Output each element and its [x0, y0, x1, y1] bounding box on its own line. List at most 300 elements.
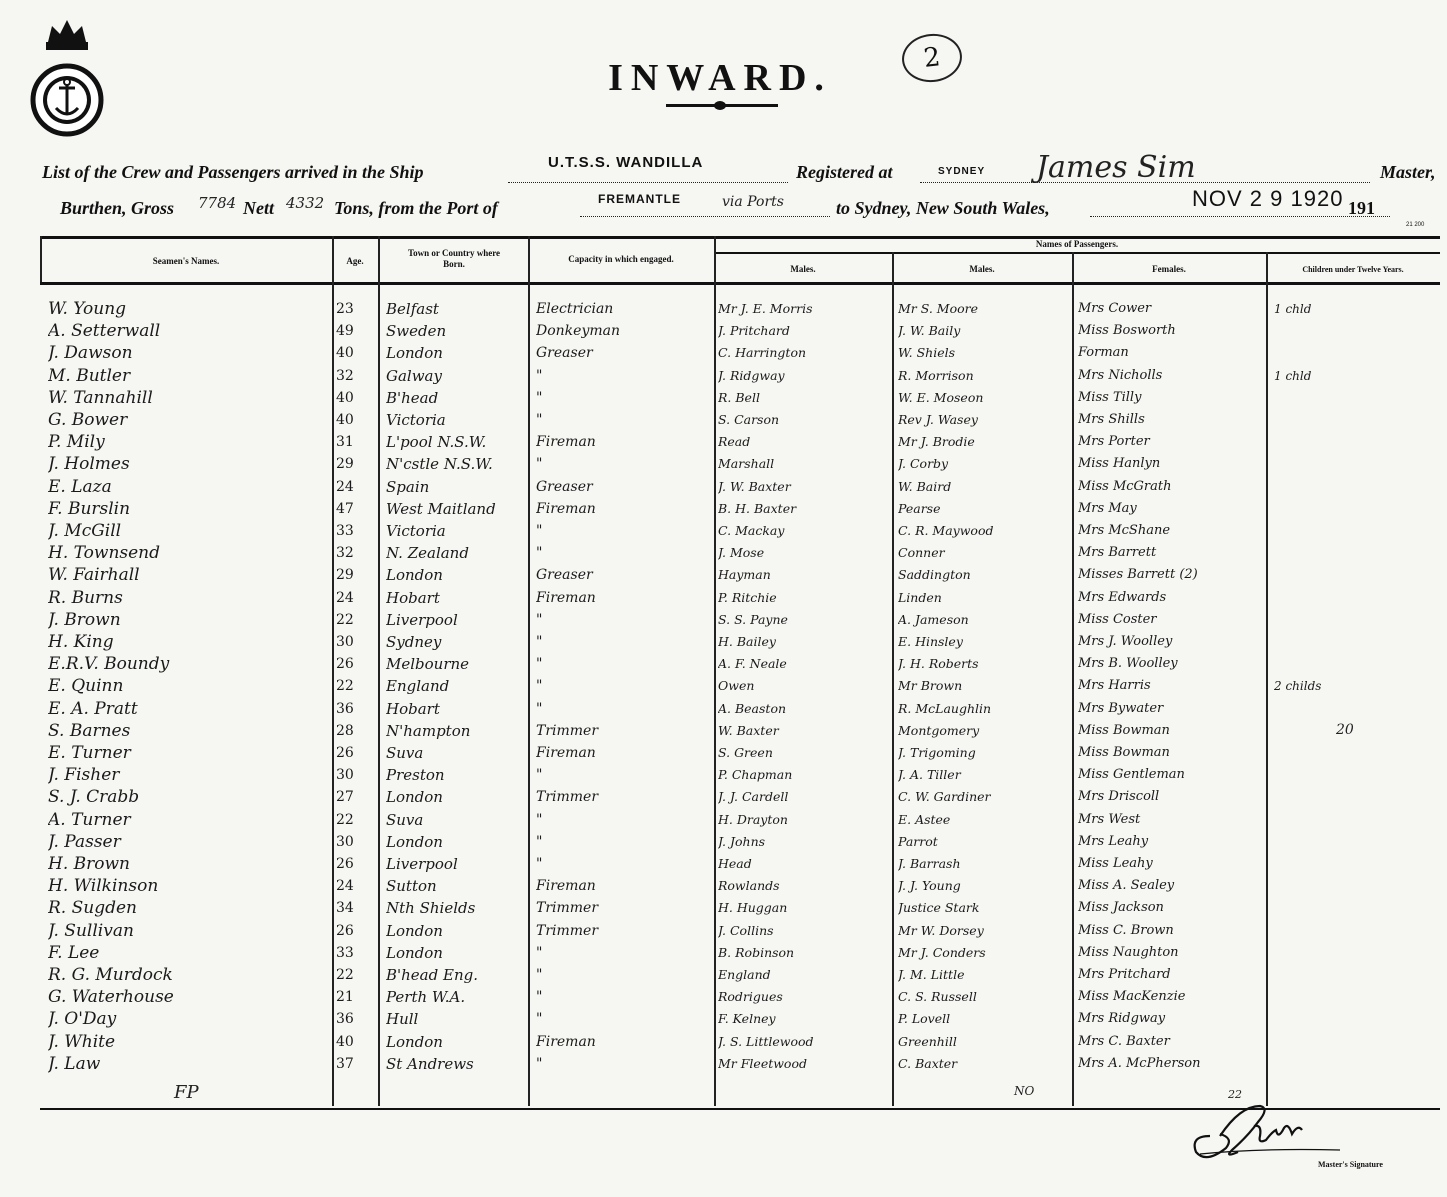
table-row — [0, 942, 1447, 964]
passenger-male-2: Conner — [898, 545, 945, 561]
seaman-name: J. Brown — [48, 609, 121, 630]
capacity: " — [536, 1055, 543, 1072]
birthplace: L'pool N.S.W. — [386, 433, 487, 452]
birthplace: Suva — [386, 810, 424, 829]
port-from: FREMANTLE — [598, 192, 681, 206]
birthplace: Belfast — [386, 300, 439, 318]
table-row — [0, 675, 1447, 697]
seaman-name: W. Young — [48, 299, 127, 319]
passenger-male-2: J. Trigoming — [898, 745, 976, 760]
passenger-male-2: J. Corby — [898, 456, 949, 472]
capacity: " — [536, 989, 543, 1006]
birthplace: N. Zealand — [386, 544, 469, 563]
seaman-name: H. King — [48, 632, 114, 652]
passenger-male-1: Mr Fleetwood — [718, 1055, 807, 1071]
passenger-children — [1274, 653, 1394, 675]
passenger-female: Miss Bowman — [1078, 745, 1170, 760]
table-row — [0, 498, 1447, 520]
passenger-children — [1274, 409, 1394, 431]
passenger-male-1: W. Baxter — [718, 722, 779, 738]
table-row — [0, 698, 1447, 720]
seaman-age: 21 — [336, 989, 354, 1006]
passenger-male-1: C. Mackay — [718, 523, 785, 538]
seaman-age: 31 — [336, 434, 354, 451]
table-row — [0, 365, 1447, 387]
passenger-male-2: R. Morrison — [898, 367, 974, 383]
passenger-female: Miss MacKenzie — [1078, 989, 1186, 1005]
passenger-male-1: J. Collins — [718, 922, 774, 938]
passenger-female: Mrs A. McPherson — [1078, 1055, 1201, 1071]
mark-22: 22 — [1228, 1088, 1242, 1101]
table-row — [0, 342, 1447, 364]
capacity: " — [536, 1011, 543, 1028]
seaman-name: R. Sugden — [48, 898, 137, 919]
passenger-female: Mrs Driscoll — [1078, 789, 1160, 805]
passenger-male-2: J. M. Little — [898, 967, 965, 982]
passenger-male-1: Owen — [718, 678, 755, 694]
capacity: " — [536, 656, 543, 673]
seaman-name: G. Bower — [48, 410, 128, 430]
passenger-children — [1274, 542, 1394, 564]
capacity: " — [536, 523, 543, 539]
birthplace: Hobart — [386, 699, 440, 718]
passenger-male-2: J. A. Tiller — [898, 767, 961, 783]
birthplace: Sutton — [386, 877, 437, 896]
passenger-female: Misses Barrett (2) — [1078, 567, 1198, 583]
col-header-children: Children under Twelve Years. — [1302, 265, 1404, 274]
capacity: Electrician — [536, 301, 614, 317]
seaman-name: F. Burslin — [48, 498, 131, 519]
seaman-name: S. Barnes — [48, 720, 131, 741]
passenger-female: Miss Coster — [1078, 611, 1157, 627]
nett-label: Nett — [243, 198, 274, 218]
passenger-children — [1274, 1008, 1394, 1030]
capacity: Fireman — [536, 878, 596, 895]
passenger-male-1: Rowlands — [718, 878, 780, 894]
passenger-female: Mrs Porter — [1078, 434, 1150, 450]
passenger-children — [1274, 831, 1394, 853]
to-label: to Sydney, New South Wales, — [836, 198, 1050, 218]
passenger-children — [1274, 587, 1394, 609]
birthplace: London — [386, 832, 443, 851]
seaman-age: 22 — [336, 678, 354, 695]
seaman-age: 40 — [336, 345, 354, 362]
birthplace: Liverpool — [386, 610, 458, 629]
registered-label: Registered at — [796, 162, 893, 182]
capacity: " — [536, 967, 543, 983]
birthplace: Sydney — [386, 633, 442, 651]
passenger-children — [1274, 875, 1394, 897]
passenger-male-2: Mr J. Conders — [898, 944, 986, 960]
seaman-age: 26 — [336, 745, 354, 761]
passenger-female: Mrs West — [1078, 811, 1141, 827]
col-header-passengers: Names of Passengers. — [1035, 239, 1119, 249]
capacity: Trimmer — [536, 789, 599, 806]
passenger-children — [1274, 476, 1394, 498]
table-row — [0, 453, 1447, 475]
table-row — [0, 786, 1447, 808]
passenger-male-2: C. S. Russell — [898, 989, 977, 1005]
seaman-name: H. Wilkinson — [48, 876, 159, 897]
seaman-name: J. Law — [48, 1053, 101, 1074]
passenger-female: Mrs Edwards — [1078, 589, 1167, 605]
seaman-age: 30 — [336, 833, 354, 850]
col-header-capacity: Capacity in which engaged. — [568, 254, 674, 264]
passenger-children — [1274, 786, 1394, 808]
seaman-name: J. Sullivan — [48, 920, 134, 941]
col-header-males-2: Males. — [969, 264, 995, 274]
col-header-town: Town or Country where Born. — [407, 248, 501, 269]
birthplace: Perth W.A. — [386, 988, 466, 1007]
tons-label: Tons, from the Port of — [334, 198, 498, 218]
birthplace: N'cstle N.S.W. — [386, 455, 493, 474]
table-row — [0, 920, 1447, 942]
passenger-female: Miss Naughton — [1078, 944, 1179, 960]
col-header-age: Age. — [346, 256, 364, 266]
capacity: " — [536, 634, 543, 650]
passenger-male-2: J. J. Young — [898, 878, 961, 894]
passenger-male-1: Read — [718, 434, 751, 450]
master-label: Master, — [1380, 162, 1436, 182]
capacity: " — [536, 700, 543, 717]
seaman-age: 26 — [336, 656, 354, 673]
passenger-children — [1274, 387, 1394, 409]
seaman-age: 24 — [336, 878, 354, 895]
birthplace: London — [386, 788, 443, 807]
table-row — [0, 831, 1447, 853]
seaman-age: 36 — [336, 1011, 354, 1028]
birthplace: Suva — [386, 744, 424, 762]
capacity: Fireman — [536, 434, 596, 451]
table-row — [0, 809, 1447, 831]
seaman-name: E. A. Pratt — [48, 698, 138, 719]
capacity: Greaser — [536, 567, 593, 584]
passenger-children — [1274, 431, 1394, 453]
birthplace: London — [386, 943, 443, 962]
table-row — [0, 897, 1447, 919]
capacity: " — [536, 856, 543, 872]
table-row — [0, 875, 1447, 897]
nett-value: 4332 — [286, 194, 325, 212]
capacity: Greaser — [536, 478, 593, 495]
seaman-age: 24 — [336, 589, 354, 606]
seaman-age: 33 — [336, 944, 354, 961]
table-row — [0, 964, 1447, 986]
passenger-male-2: Rev J. Wasey — [898, 412, 978, 427]
passenger-children — [1274, 453, 1394, 475]
passenger-male-1: H. Huggan — [718, 900, 788, 916]
passenger-male-2: E. Hinsley — [898, 634, 963, 649]
birthplace: Spain — [386, 477, 430, 496]
passenger-children — [1274, 498, 1394, 520]
passenger-children — [1274, 631, 1394, 653]
registered-port: SYDNEY — [938, 166, 986, 177]
passenger-children — [1274, 1031, 1394, 1053]
passenger-male-2: Mr Brown — [898, 678, 963, 694]
passenger-children — [1274, 897, 1394, 919]
birthplace: Hull — [386, 1010, 419, 1029]
passenger-children — [1274, 720, 1394, 742]
capacity: Fireman — [536, 745, 596, 761]
table-row — [0, 298, 1447, 320]
table-row — [0, 520, 1447, 542]
passenger-male-2: Pearse — [898, 500, 941, 516]
passenger-children: 1 chld — [1274, 302, 1312, 316]
seaman-name: J. O'Day — [48, 1009, 117, 1030]
passenger-children — [1274, 809, 1394, 831]
seaman-age: 32 — [336, 367, 354, 384]
passenger-male-2: Mr S. Moore — [898, 301, 979, 316]
capacity: Trimmer — [536, 900, 599, 917]
passenger-male-2: Greenhill — [898, 1033, 957, 1049]
seaman-name: E.R.V. Boundy — [48, 654, 170, 675]
capacity: " — [536, 389, 543, 406]
table-row — [0, 387, 1447, 409]
passenger-female: Mrs Leahy — [1078, 833, 1149, 849]
table-row — [0, 986, 1447, 1008]
mark-no: NO — [1014, 1084, 1035, 1098]
seaman-name: J. Holmes — [48, 454, 130, 475]
passenger-female: Miss Leahy — [1078, 856, 1153, 871]
birthplace: London — [386, 1032, 443, 1051]
passenger-male-2: R. McLaughlin — [898, 700, 992, 716]
table-row — [0, 631, 1447, 653]
birthplace: West Maitland — [386, 499, 496, 518]
table-row — [0, 476, 1447, 498]
seaman-age: 24 — [336, 478, 354, 495]
passenger-male-1: J. Ridgway — [718, 367, 785, 383]
passenger-children — [1274, 764, 1394, 786]
passenger-female: Mrs Harris — [1078, 678, 1151, 694]
seaman-age: 27 — [336, 789, 354, 806]
passenger-male-1: Marshall — [718, 456, 775, 472]
capacity: Trimmer — [536, 722, 599, 739]
passenger-children — [1274, 942, 1394, 964]
passenger-female: Mrs Barrett — [1078, 545, 1157, 561]
passenger-male-2: P. Lovell — [898, 1011, 951, 1027]
passenger-male-1: Hayman — [718, 567, 771, 583]
master-name: James Sim — [1036, 150, 1196, 185]
passenger-male-1: R. Bell — [718, 389, 760, 405]
capacity: Fireman — [536, 589, 596, 606]
passenger-male-1: S. Green — [718, 745, 773, 760]
passenger-female: Mrs B. Woolley — [1078, 656, 1178, 672]
capacity: " — [536, 367, 543, 384]
seaman-age: 37 — [336, 1055, 354, 1072]
passenger-male-1: J. Johns — [718, 833, 766, 849]
seaman-age: 22 — [336, 611, 354, 628]
passenger-male-1: Mr J. E. Morris — [718, 301, 813, 316]
passenger-female: Mrs Nicholls — [1078, 367, 1163, 383]
table-row — [0, 431, 1447, 453]
passenger-male-1: J. Mose — [718, 545, 765, 561]
passenger-female: Mrs Bywater — [1078, 700, 1164, 716]
col-header-males-1: Males. — [790, 264, 816, 274]
passenger-female: Mrs Ridgway — [1078, 1011, 1166, 1027]
seaman-age: 47 — [336, 500, 354, 517]
seaman-age: 26 — [336, 922, 354, 939]
birthplace: London — [386, 921, 443, 940]
seaman-name: E. Laza — [48, 476, 112, 497]
passenger-male-1: F. Kelney — [718, 1011, 776, 1027]
passenger-female: Mrs May — [1078, 500, 1137, 516]
passenger-children — [1274, 564, 1394, 586]
birthplace: Victoria — [386, 411, 446, 429]
seaman-age: 22 — [336, 967, 354, 983]
burthen-label: Burthen, Gross — [60, 198, 175, 218]
passenger-male-2: C. R. Maywood — [898, 523, 994, 538]
children-tally: 20 — [1336, 722, 1354, 738]
passenger-male-1: B. Robinson — [718, 944, 795, 960]
birthplace: Melbourne — [386, 655, 470, 674]
capacity: " — [536, 767, 543, 784]
seaman-age: 40 — [336, 389, 354, 406]
passenger-male-2: W. E. Moseon — [898, 389, 984, 405]
passenger-male-1: J. Pritchard — [718, 323, 790, 339]
seaman-name: F. Lee — [48, 942, 100, 963]
seaman-name: W. Tannahill — [48, 387, 153, 408]
table-row — [0, 564, 1447, 586]
passenger-female: Forman — [1078, 345, 1129, 361]
passenger-children — [1274, 964, 1394, 986]
table-row — [0, 587, 1447, 609]
capacity: " — [536, 678, 543, 695]
passenger-male-1: S. S. Payne — [718, 611, 788, 627]
passenger-female: Miss A. Sealey — [1078, 878, 1175, 894]
passenger-children — [1274, 609, 1394, 631]
table-row — [0, 1008, 1447, 1030]
passenger-male-1: England — [718, 967, 771, 982]
capacity: Fireman — [536, 500, 596, 517]
seaman-name: J. Dawson — [48, 343, 133, 364]
seaman-name: M. Butler — [48, 365, 131, 386]
passenger-female: Miss McGrath — [1078, 478, 1172, 494]
seaman-name: J. McGill — [48, 521, 122, 541]
passenger-children: 2 childs — [1274, 679, 1322, 694]
year-prefix: 191 — [1348, 198, 1375, 218]
passenger-male-1: J. W. Baxter — [718, 478, 791, 494]
seaman-name: P. Mily — [48, 432, 105, 453]
table-row — [0, 742, 1447, 764]
passenger-children — [1274, 742, 1394, 764]
seaman-name: J. Passer — [48, 831, 121, 852]
seaman-age: 32 — [336, 545, 354, 562]
passenger-children — [1274, 520, 1394, 542]
capacity: " — [536, 811, 543, 828]
seaman-name: E. Quinn — [48, 676, 124, 697]
birthplace: St Andrews — [386, 1054, 474, 1073]
seaman-age: 36 — [336, 700, 354, 717]
capacity: Greaser — [536, 345, 593, 362]
passenger-female: Miss Bowman — [1078, 722, 1170, 738]
passenger-children — [1274, 698, 1394, 720]
passenger-male-2: J. H. Roberts — [898, 656, 979, 672]
passenger-male-1: Head — [718, 856, 752, 871]
birthplace: Nth Shields — [386, 899, 476, 918]
passenger-male-1: P. Ritchie — [718, 589, 777, 605]
passenger-male-1: J. J. Cardell — [718, 789, 789, 805]
seaman-name: W. Fairhall — [48, 565, 140, 586]
passenger-male-2: Montgomery — [898, 722, 980, 738]
capacity: Trimmer — [536, 922, 599, 939]
date-stamp: NOV 2 9 1920 — [1192, 186, 1344, 211]
mark-fp: FP — [174, 1082, 199, 1103]
birthplace: B'head Eng. — [386, 966, 478, 984]
passenger-children — [1274, 986, 1394, 1008]
passenger-male-1: H. Drayton — [718, 811, 788, 827]
passenger-male-2: A. Jameson — [898, 611, 969, 627]
table-row — [0, 320, 1447, 342]
birthplace: London — [386, 344, 443, 363]
passenger-children — [1274, 342, 1394, 364]
table-row — [0, 609, 1447, 631]
birthplace: Galway — [386, 366, 442, 385]
seaman-age: 29 — [336, 567, 354, 584]
passenger-children — [1274, 853, 1394, 875]
passenger-children — [1274, 920, 1394, 942]
seaman-name: A. Turner — [48, 809, 131, 830]
seaman-age: 30 — [336, 634, 354, 650]
passenger-male-1: Rodrigues — [718, 989, 783, 1005]
seaman-name: H. Brown — [48, 854, 130, 874]
birthplace: London — [386, 566, 443, 585]
birthplace: N'hampton — [386, 721, 471, 740]
seaman-name: H. Townsend — [48, 543, 161, 564]
passenger-male-2: C. W. Gardiner — [898, 789, 991, 805]
seaman-name: R. Burns — [48, 587, 123, 608]
gross-value: 7784 — [198, 194, 237, 212]
passenger-female: Miss Bosworth — [1078, 323, 1176, 339]
passenger-female: Miss Jackson — [1078, 900, 1164, 916]
birthplace: Victoria — [386, 522, 446, 540]
table-row — [0, 409, 1447, 431]
via-ports: via Ports — [722, 194, 784, 210]
passenger-female: Mrs Pritchard — [1078, 967, 1171, 982]
passenger-female: Miss Hanlyn — [1078, 456, 1161, 472]
passenger-female: Mrs Cower — [1078, 301, 1152, 316]
passenger-female: Mrs McShane — [1078, 523, 1171, 538]
passenger-male-1: P. Chapman — [718, 767, 793, 783]
seaman-name: J. Fisher — [48, 765, 120, 786]
passenger-male-2: Justice Stark — [898, 900, 980, 916]
table-row — [0, 764, 1447, 786]
passenger-male-2: Parrot — [898, 833, 938, 849]
table-row — [0, 542, 1447, 564]
passenger-female: Miss Gentleman — [1078, 767, 1185, 783]
seaman-name: R. G. Murdock — [48, 965, 173, 985]
table-row — [0, 853, 1447, 875]
seaman-name: J. White — [48, 1031, 116, 1052]
birthplace: Preston — [386, 766, 445, 785]
birthplace: Hobart — [386, 588, 440, 607]
birthplace: England — [386, 677, 450, 696]
seaman-name: S. J. Crabb — [48, 787, 140, 808]
table-row — [0, 653, 1447, 675]
capacity: Donkeyman — [536, 323, 620, 340]
capacity: " — [536, 545, 543, 562]
seaman-age: 30 — [336, 767, 354, 784]
signature-label: Master's Signature — [1318, 1160, 1383, 1169]
passenger-female: Miss C. Brown — [1078, 922, 1174, 938]
passenger-male-1: C. Harrington — [718, 345, 807, 361]
capacity: " — [536, 412, 543, 428]
seaman-age: 29 — [336, 456, 354, 473]
seaman-name: G. Waterhouse — [48, 987, 174, 1008]
seaman-age: 40 — [336, 1033, 354, 1050]
passenger-children — [1274, 320, 1394, 342]
table-row — [0, 1053, 1447, 1075]
page-number: 2 — [900, 31, 965, 85]
